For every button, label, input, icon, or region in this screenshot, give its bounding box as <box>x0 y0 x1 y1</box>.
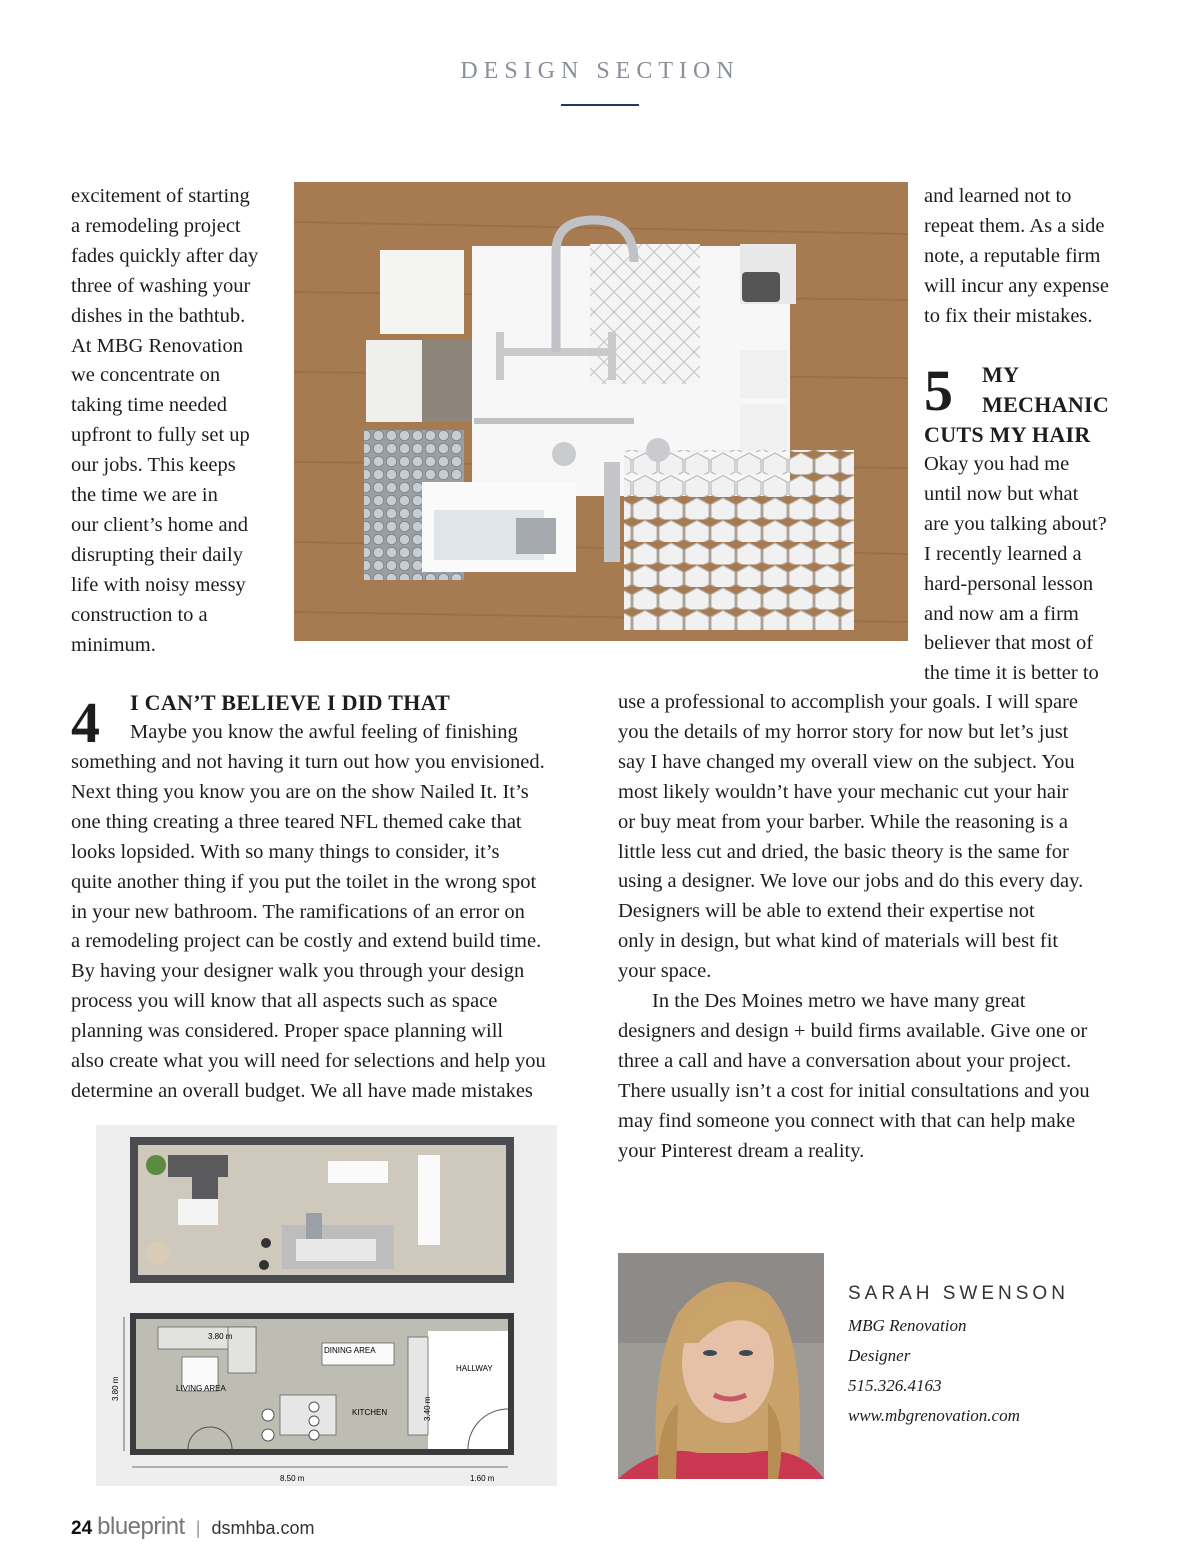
floorplan-dining-label: DINING AREA <box>324 1346 376 1355</box>
text-line: also create what you will need for selections and help you <box>71 1050 546 1073</box>
text-line: There usually isn’t a cost for initial consultations and you <box>618 1079 1090 1102</box>
author-website: www.mbgrenovation.com <box>848 1406 1020 1425</box>
text-line: only in design, but what kind of materials will best fit <box>618 930 1059 953</box>
section-rule <box>561 104 639 106</box>
text-line: In the Des Moines metro we have many great <box>652 990 1026 1013</box>
tip4-title: I CAN’T BELIEVE I DID THAT <box>130 690 451 715</box>
text-line: three of washing your <box>71 274 251 297</box>
text-line: quite another thing if you put the toilet in the wrong spot <box>71 870 537 893</box>
text-line: minimum. <box>71 633 156 656</box>
text-line: three a call and have a conversation about your project. <box>618 1049 1072 1072</box>
text-line: designers and design + build firms available. Give one or <box>618 1019 1088 1042</box>
text-line: repeat them. As a side <box>924 214 1105 237</box>
text-line: are you talking about? <box>924 512 1107 535</box>
text-line: upfront to fully set up <box>71 424 250 447</box>
text-line: Next thing you know you are on the show Nailed It. It’s <box>71 780 529 803</box>
text-line: process you will know that all aspects such as space <box>71 990 498 1013</box>
text-line: one thing creating a three teared NFL themed cake that <box>71 810 522 833</box>
text-line: By having your designer walk you through your design <box>71 960 525 983</box>
text-line: excitement of starting <box>71 185 250 207</box>
text-line: determine an overall budget. We all have made mistakes <box>71 1079 533 1102</box>
author-photo <box>618 1253 824 1479</box>
text-line: fades quickly after day <box>71 244 259 267</box>
tip4-number: 4 <box>71 690 100 755</box>
text-line: will incur any expense <box>924 274 1110 297</box>
materials-moodboard-photo <box>294 182 908 641</box>
floorplan-living-label: LIVING AREA <box>176 1384 226 1393</box>
text-line: your Pinterest dream a reality. <box>618 1139 865 1162</box>
tip5-title-line2: MECHANIC <box>982 392 1110 417</box>
text-line: the time we are in <box>71 484 218 507</box>
text-line: our client’s home and <box>71 513 249 536</box>
text-line: we concentrate on <box>71 364 221 387</box>
text-line: you the details of my horror story for now but let’s just <box>618 720 1069 743</box>
text-line: construction to a <box>71 603 208 626</box>
text-line: a remodeling project can be costly and extend build time. <box>71 930 542 953</box>
text-line: something and not having it turn out how you envisioned. <box>71 751 545 773</box>
section-title: DESIGN SECTION <box>460 58 740 84</box>
footer-site: dsmhba.com <box>211 1518 315 1538</box>
floorplan-dim-bottom-right: 1.60 m <box>470 1474 495 1483</box>
right-mid-column <box>618 688 1148 1167</box>
text-line: a remodeling project <box>71 214 241 237</box>
text-line: dishes in the bathtub. <box>71 304 246 327</box>
text-line: our jobs. This keeps <box>71 454 236 477</box>
text-line: hard-personal lesson <box>924 572 1094 595</box>
text-line: using a designer. We love our jobs and do this every day. <box>618 870 1084 893</box>
tip4-first-line: Maybe you know the awful feeling of finishing <box>130 721 518 743</box>
floorplan-dim-kitchen: 3.40 m <box>423 1396 432 1421</box>
text-line: most likely wouldn’t have your mechanic cut your hair <box>618 780 1069 803</box>
page-number: 24 <box>71 1518 93 1539</box>
floorplan-dim-side: 3.80 m <box>111 1376 120 1401</box>
tip5-number: 5 <box>924 358 953 423</box>
text-line: believer that most of <box>924 632 1094 655</box>
page-footer <box>71 1513 314 1541</box>
text-line: planning was considered. Proper space planning will <box>71 1020 504 1043</box>
floorplan-dim-top: 3.80 m <box>208 1332 233 1341</box>
tip5-title-line1: MY <box>982 362 1020 387</box>
author-name: SARAH SWENSON <box>848 1283 1069 1304</box>
text-line: life with noisy messy <box>71 573 246 596</box>
text-line: the time it is better to <box>924 662 1099 685</box>
text-line: I recently learned a <box>924 542 1082 565</box>
text-line: and learned not to <box>924 185 1072 207</box>
text-line: looks lopsided. With so many things to consider, it’s <box>71 840 500 863</box>
floorplan-kitchen-label: KITCHEN <box>352 1408 388 1417</box>
text-line: disrupting their daily <box>71 543 243 566</box>
text-line: and now am a firm <box>924 602 1079 625</box>
text-line: At MBG Renovation <box>71 334 243 357</box>
tip5-title-line3: CUTS MY HAIR <box>924 422 1091 447</box>
left-top-column <box>71 182 286 661</box>
text-line: Designers will be able to extend their expertise not <box>618 900 1035 923</box>
text-line: in your new bathroom. The ramifications of an error on <box>71 900 525 923</box>
tip4-body <box>71 748 601 1107</box>
footer-separator: | <box>195 1518 201 1538</box>
text-line: may find someone you connect with that can help make <box>618 1109 1076 1132</box>
text-line: use a professional to accomplish your goals. I will spare <box>618 691 1078 713</box>
magazine-brand: blueprint <box>97 1513 185 1540</box>
author-company: MBG Renovation <box>848 1316 967 1335</box>
text-line: note, a reputable firm <box>924 244 1101 267</box>
floorplan-dim-bottom-main: 8.50 m <box>280 1474 305 1483</box>
text-line: or buy meat from your barber. While the reasoning is a <box>618 810 1068 833</box>
text-line: Okay you had me <box>924 453 1070 475</box>
text-line: say I have changed my overall view on the subject. You <box>618 750 1075 773</box>
author-role: Designer <box>848 1346 911 1365</box>
tip5-body <box>924 450 1144 689</box>
text-line: taking time needed <box>71 394 227 417</box>
text-line: to fix their mistakes. <box>924 304 1093 327</box>
author-phone: 515.326.4163 <box>848 1376 942 1395</box>
text-line: little less cut and dried, the basic theory is the same for <box>618 840 1069 863</box>
floorplan-hallway-label: HALLWAY <box>456 1364 493 1373</box>
floorplan-image <box>96 1125 557 1486</box>
right-top-column <box>924 182 1144 332</box>
text-line: until now but what <box>924 482 1079 505</box>
text-line: your space. <box>618 960 712 983</box>
